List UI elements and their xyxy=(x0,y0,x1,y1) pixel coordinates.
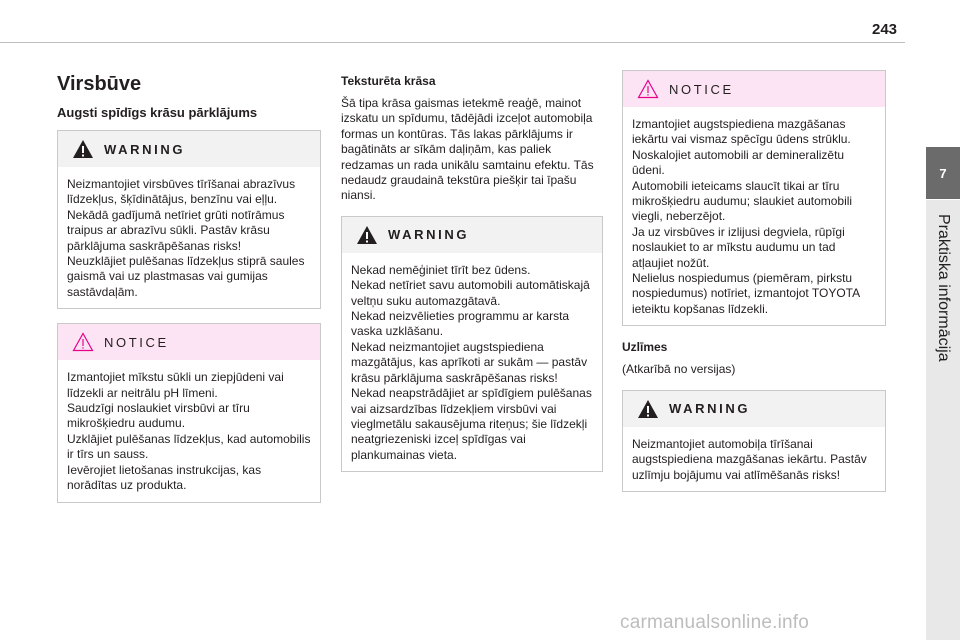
column-1 xyxy=(57,70,321,517)
warning-box xyxy=(341,216,603,472)
warning-icon xyxy=(356,225,378,245)
notice-box xyxy=(622,70,886,326)
warning-icon xyxy=(72,139,94,159)
watermark: carmanualsonline.info xyxy=(620,612,810,633)
warning-icon xyxy=(637,399,659,419)
warning-text: Neizmantojiet automobiļa tīrīšanai augstspiediena mazgāšanas iekārtu. Pastāv uzlīmju bojājumu vai atlīmēšanās risks! xyxy=(632,436,867,482)
textured-paint-heading: Teksturēta krāsa xyxy=(341,74,436,88)
warning-text: Nekad nemēģiniet tīrīt bez ūdens. Nekad netīriet savu automobili automātiskajā veltņu suku automazgātavā. Nekad neizvēlieties programmu ar karsta vaska uzklāšanu. Nekad neizmantojiet augstspiediena mazgātājus, kas aprīkoti ar sukām — pastāv krāsu pārklājuma saskrāpēšanas risks! Nekad neapstrādājiet ar spīdīgiem pulēšanas vai aizsardzības līdzekļiem virsbūvi vai vieglmetālu sakausējuma riteņus; šie līdzekļi neatgriezeniski izceļ spīdīgas vai plankumainas vieta. xyxy=(351,262,592,462)
warning-header xyxy=(58,131,320,167)
textured-paint-text: Šā tipa krāsa gaismas ietekmē reaģē, mainot izskatu un spīdumu, tādējādi izceļot automobiļa formas un kontūras. Tās lakas pārklājums ir bagātināts ar sīkām daļiņām, kas paliek redzamas un rada unikālu samtainu efektu. Tās nedaudz graudainā tekstūra piešķir tai īpašu niansi. xyxy=(341,96,594,203)
notice-header xyxy=(58,324,320,360)
notice-header xyxy=(623,71,885,107)
notice-label: NOTICE xyxy=(669,81,734,97)
notice-icon xyxy=(72,332,94,352)
warning-header xyxy=(342,217,602,253)
column-3 xyxy=(622,70,886,506)
notice-text: Izmantojiet mīkstu sūkli un ziepjūdeni vai līdzekli ar neitrālu pH līmeni. Saudzīgi noslaukiet virsbūvi ar tīru mikrošķiedru audumu. Uzklājiet pulēšanas līdzekļus, kad automobilis ir tīrs un sauss. Ievērojiet lietošanas instrukcijas, kas norādītas uz produkta. xyxy=(67,370,311,493)
chapter-tab[interactable]: 7 xyxy=(926,147,960,199)
warning-box xyxy=(622,390,886,492)
stickers-heading: Uzlīmes xyxy=(622,340,668,355)
page-number: 243 xyxy=(872,21,898,38)
notice-icon xyxy=(637,79,659,99)
warning-label: WARNING xyxy=(388,227,470,243)
notice-label: NOTICE xyxy=(104,334,169,350)
column-2 xyxy=(341,70,603,486)
warning-label: WARNING xyxy=(104,141,186,157)
notice-text: Izmantojiet augstspiediena mazgāšanas iekārtu vai vismaz spēcīgu ūdens strūklu. Noskalojiet automobili ar demineralizētu ūdeni. Automobili ieteicams slaucīt tikai ar tīru mikrošķiedru audumu; slaukiet automobili viegli, neberzējot. Ja uz virsbūves ir izlijusi degviela, rūpīgi noslaukiet to ar mīkstu audumu un tad atļaujiet nožūt. Nelielus nospiedumus (piemēram, pirkstu nospiedumus) notīriet, izmantojot TOYOTA ieteiktu kopšanas līdzekli. xyxy=(632,117,860,316)
warning-box xyxy=(57,130,321,309)
chapter-title xyxy=(932,214,952,374)
section-subtitle: Augsti spīdīgs krāsu pārklājums xyxy=(57,105,258,120)
notice-box xyxy=(57,323,321,502)
warning-text: Neizmantojiet virsbūves tīrīšanai abrazīvus līdzekļus, šķīdinātājus, benzīnu vai eļļu. Nekādā gadījumā netīriet grūti notīrāmus traipus ar abrazīvu sūkli. Pastāv krāsu pārklājuma saskrāpēšanas risks! Neuzklājiet pulēšanas līdzekļus stiprā saules gaismā vai uz plastmasas vai gumijas sastāvdaļām. xyxy=(67,177,305,299)
warning-label: WARNING xyxy=(669,401,751,417)
warning-header xyxy=(623,391,885,427)
header-divider xyxy=(0,42,905,43)
section-title: Virsbūve xyxy=(57,73,142,95)
version-note: (Atkarībā no versijas) xyxy=(622,362,736,377)
chapter-title-text: Praktiska informācija xyxy=(935,214,952,362)
